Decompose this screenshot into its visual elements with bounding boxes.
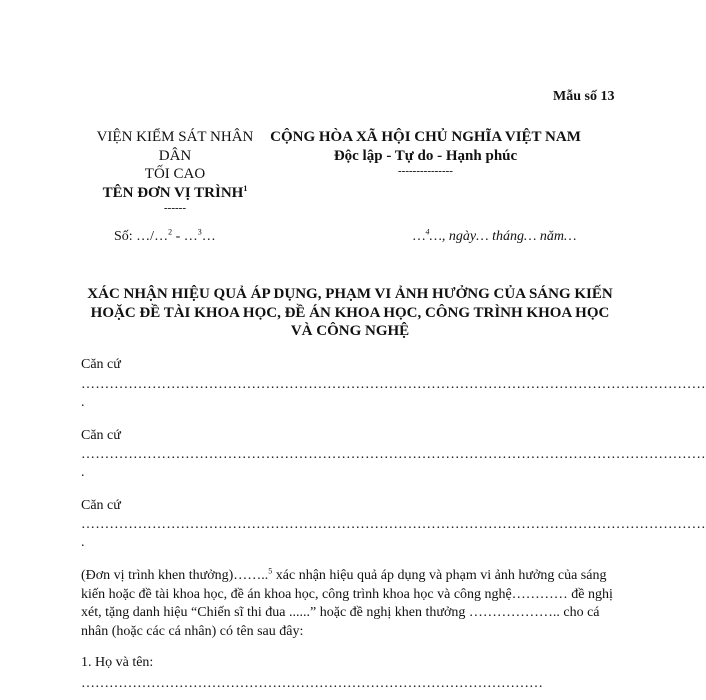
left-divider: ------ — [164, 202, 186, 214]
footnote-ref-1: 1 — [243, 183, 248, 193]
national-header-block — [258, 128, 593, 177]
basis-label: Căn cứ — [81, 357, 121, 372]
country-name: CỘNG HÒA XÃ HỘI CHỦ NGHĨA VIỆT NAM — [270, 129, 581, 145]
footnote-ref-3: 3 — [197, 227, 202, 237]
form-number: Mẫu số 13 — [553, 89, 615, 104]
footnote-ref-5: 5 — [268, 566, 273, 576]
document-number: Số: …/…$^2$ - …$^3$… — [114, 227, 216, 244]
place-date: …$^4$…, ngày… tháng… năm… — [413, 227, 577, 244]
basis-end: . — [81, 465, 85, 480]
basis-fill-line: …………………………………………………………………………………………………………………… — [81, 517, 706, 532]
basis-end: . — [81, 395, 85, 410]
unit-name: TÊN ĐƠN VỊ TRÌNH$^1$ — [102, 183, 248, 201]
name-fill-line: ……………………………………………………………………………………… — [81, 676, 543, 691]
basis-label: Căn cứ — [81, 498, 121, 513]
agency-line-1: VIỆN KIỂM SÁT NHÂN — [96, 129, 254, 145]
basis-fill-line: …………………………………………………………………………………………………………………… — [81, 377, 706, 392]
issuing-agency-block — [75, 128, 275, 214]
title-line-1: XÁC NHẬN HIỆU QUẢ ÁP DỤNG, PHẠM VI ẢNH HƯỞNG CỦA SÁNG KIẾN — [87, 286, 613, 302]
basis-fill-line: …………………………………………………………………………………………………………………… — [81, 447, 706, 462]
document-title — [70, 285, 630, 341]
title-line-2: HOẶC ĐỀ TÀI KHOA HỌC, ĐỀ ÁN KHOA HỌC, CÔNG TRÌNH KHOA HỌC — [90, 304, 610, 321]
basis-label: Căn cứ — [81, 428, 121, 443]
agency-line-2: DÂN — [158, 147, 192, 164]
basis-end: . — [81, 535, 85, 550]
title-line-3: VÀ CÔNG NGHỆ — [290, 323, 410, 339]
footnote-ref-2: 2 — [168, 227, 173, 237]
confirmation-paragraph: (Đơn vị trình khen thưởng)……..$^5$ xác nhận hiệu quả áp dụng và phạm vi ảnh hưởng của sáng kiến hoặc đề tài khoa học, đề án khoa học, công trình khoa học và công nghệ………… đề nghị xét, tặng danh hiệu “Chiến sĩ thi đua ......” hoặc đề nghị khen thưởng ……………….. cho cá nhân (hoặc các cá nhân) có tên sau đây: — [81, 566, 613, 639]
name-field-label: 1. Họ và tên: — [81, 655, 154, 670]
agency-line-3: TỐI CAO — [144, 166, 206, 182]
national-motto: Độc lập - Tự do - Hạnh phúc — [333, 147, 518, 164]
right-divider: --------------- — [398, 165, 453, 177]
footnote-ref-4: 4 — [425, 227, 430, 237]
